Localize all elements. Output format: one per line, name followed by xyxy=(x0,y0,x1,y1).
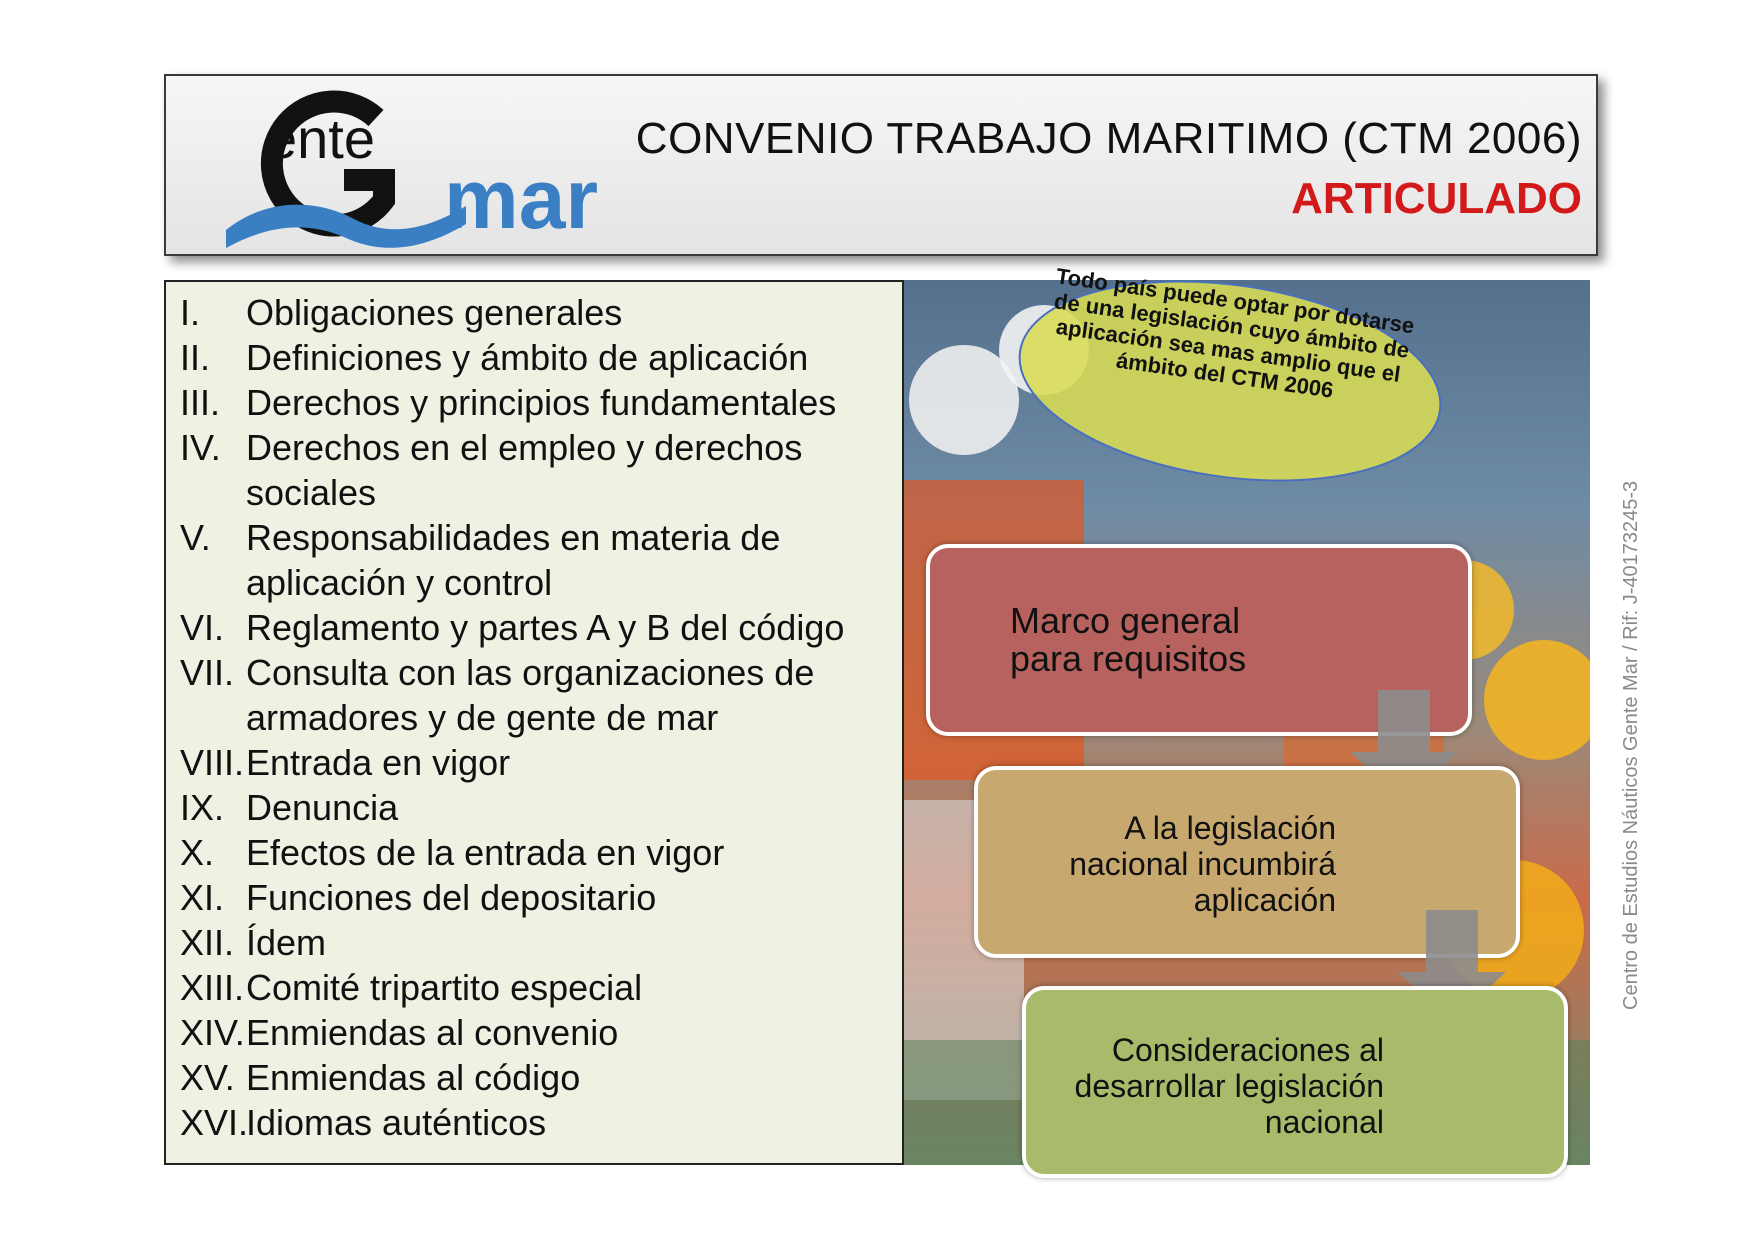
article-title: Comité tripartito especial xyxy=(246,967,643,1008)
header-banner xyxy=(164,74,1598,256)
article-number: XVI. xyxy=(180,1102,249,1143)
article-number: XI. xyxy=(180,877,225,918)
article-number: III. xyxy=(180,382,221,423)
note-bubble-text: Todo país puede optar por dotarse de una legislación cuyo ámbito de aplicación sea mas amplio que el ámbito del CTM 2006 xyxy=(1052,263,1416,403)
article-title: Entrada en vigor xyxy=(246,742,511,783)
article-number: I. xyxy=(180,292,201,333)
page-subtitle: ARTICULADO xyxy=(1291,174,1582,223)
article-number: IX. xyxy=(180,787,225,828)
article-title: Ídem xyxy=(246,922,327,963)
list-item xyxy=(180,1055,902,1100)
article-number: V. xyxy=(180,517,211,558)
article-number: XIII. xyxy=(180,967,245,1008)
list-item xyxy=(180,920,902,965)
list-item xyxy=(180,875,902,920)
articles-panel xyxy=(164,280,904,1165)
page-title: CONVENIO TRABAJO MARITIMO (CTM 2006) xyxy=(635,114,1582,163)
list-item xyxy=(180,830,902,875)
list-item xyxy=(180,425,902,515)
list-item xyxy=(180,740,902,785)
flow-box-label: Consideraciones al desarrollar legislación nacional xyxy=(1074,1032,1384,1140)
list-item xyxy=(180,1010,902,1055)
flow-box-label: A la legislación nacional incumbirá aplicación xyxy=(1069,810,1336,918)
article-title: Derechos y principios fundamentales xyxy=(246,382,837,423)
article-title: Reglamento y partes A y B del código xyxy=(246,607,845,648)
article-title: Enmiendas al convenio xyxy=(246,1012,619,1053)
article-title: Derechos en el empleo y derechos sociales xyxy=(246,427,803,513)
list-item xyxy=(180,1100,902,1145)
article-title: Idiomas auténticos xyxy=(246,1102,547,1143)
list-item xyxy=(180,650,902,740)
article-title: Consulta con las organizaciones de armadores y de gente de mar xyxy=(246,652,815,738)
article-number: II. xyxy=(180,337,211,378)
article-number: VII. xyxy=(180,652,235,693)
list-item xyxy=(180,335,902,380)
list-item xyxy=(180,785,902,830)
article-number: IV. xyxy=(180,427,221,468)
article-title: Obligaciones generales xyxy=(246,292,623,333)
article-title: Denuncia xyxy=(246,787,399,828)
article-title: Efectos de la entrada en vigor xyxy=(246,832,725,873)
logo-text-bottom: mar xyxy=(444,152,599,246)
article-number: VI. xyxy=(180,607,225,648)
list-item xyxy=(180,965,902,1010)
list-item xyxy=(180,380,902,425)
articles-list xyxy=(166,282,902,1145)
flow-box-label: Marco general para requisitos xyxy=(1010,600,1247,679)
article-number: X. xyxy=(180,832,215,873)
article-title: Enmiendas al código xyxy=(246,1057,581,1098)
article-number: XV. xyxy=(180,1057,235,1098)
side-note: Centro de Estudios Náuticos Gente Mar / Rif: J-40173245-3 xyxy=(1620,480,1642,1010)
list-item xyxy=(180,290,902,335)
article-number: XIV. xyxy=(180,1012,245,1053)
article-title: Funciones del depositario xyxy=(246,877,657,918)
article-title: Responsabilidades en materia de aplicación y control xyxy=(246,517,781,603)
list-item xyxy=(180,605,902,650)
logo-text-top: ente xyxy=(266,107,375,170)
gentemar-logo xyxy=(226,88,636,248)
flow-box-consideraciones xyxy=(1022,986,1568,1178)
article-title: Definiciones y ámbito de aplicación xyxy=(246,337,809,378)
list-item xyxy=(180,515,902,605)
article-number: VIII. xyxy=(180,742,245,783)
article-number: XII. xyxy=(180,922,235,963)
